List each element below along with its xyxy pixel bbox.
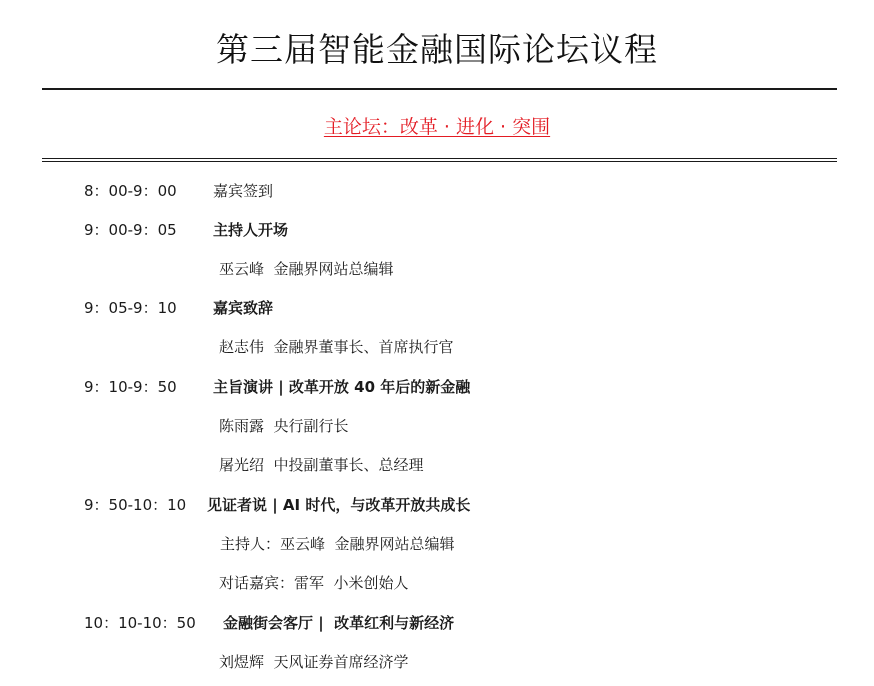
agenda-time: 9：00-9：05 (84, 221, 177, 239)
agenda-item (0, 643, 874, 682)
agenda-item (0, 564, 874, 603)
agenda-item (0, 172, 874, 211)
agenda-text: 主持人开场 (213, 221, 289, 239)
speaker-line: 屠光绍 中投副董事长、总经理 (219, 456, 424, 474)
document-title: 第三届智能金融国际论坛议程 (216, 30, 658, 69)
agenda-item (0, 328, 874, 367)
agenda-time: 9：50-10：10 (84, 496, 187, 514)
agenda-time: 9：05-9：10 (84, 299, 177, 317)
agenda-text: 见证者说 | AI 时代，与改革开放共成长 (207, 496, 471, 514)
agenda-item (0, 604, 874, 643)
agenda-time: 10：10-10：50 (84, 614, 196, 632)
agenda-text: 金融街会客厅 | 改革红利与新经济 (223, 614, 455, 632)
title-divider (42, 88, 837, 90)
speaker-line: 主持人：巫云峰 金融界网站总编辑 (220, 535, 455, 553)
speaker-line: 赵志伟 金融界董事长、首席执行官 (219, 338, 454, 356)
speaker-line: 陈雨露 央行副行长 (219, 417, 349, 435)
agenda-item (0, 368, 874, 407)
speaker-line: 刘煜辉 天风证券首席经济学 (219, 653, 409, 671)
forum-subtitle: 主论坛：改革 · 进化 · 突围 (323, 116, 551, 138)
agenda-item (0, 486, 874, 525)
agenda-item (0, 525, 874, 564)
agenda-text: 嘉宾致辞 (213, 299, 274, 317)
speaker-line: 巫云峰 金融界网站总编辑 (219, 260, 394, 278)
agenda-item (0, 211, 874, 250)
agenda-time: 8：00-9：00 (84, 182, 177, 200)
agenda-text: 嘉宾签到 (213, 182, 274, 200)
agenda-text: 主旨演讲 | 改革开放 40 年后的新金融 (213, 378, 471, 396)
double-divider (42, 158, 837, 162)
agenda-item (0, 250, 874, 289)
agenda-item (0, 407, 874, 446)
agenda-time: 9：10-9：50 (84, 378, 177, 396)
agenda-item (0, 446, 874, 485)
speaker-line: 对话嘉宾：雷军 小米创始人 (219, 574, 409, 592)
agenda-item (0, 289, 874, 328)
